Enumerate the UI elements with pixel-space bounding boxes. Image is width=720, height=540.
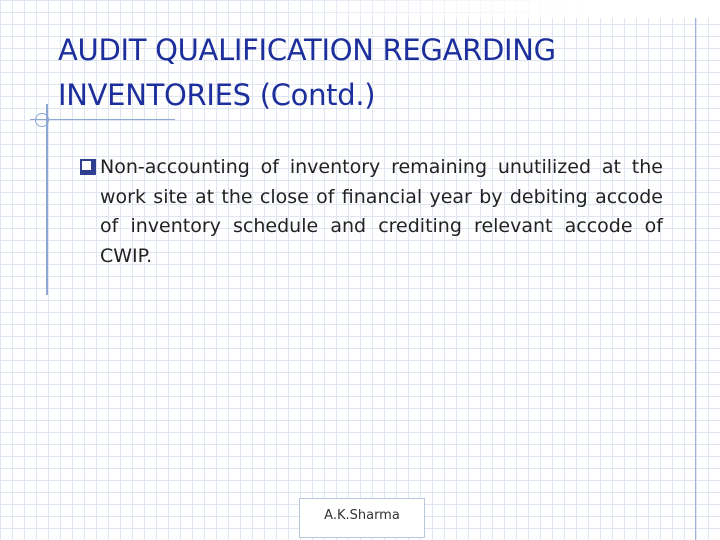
top-fade-decoration	[270, 0, 720, 18]
square-bullet-icon	[80, 159, 96, 175]
footer-author: A.K.Sharma	[324, 508, 400, 523]
left-rule-line	[46, 104, 48, 295]
right-rule-line	[695, 0, 696, 540]
title-underline	[30, 119, 175, 120]
bullet-text: Non-accounting of inventory remaining unutilized at the work site at the close of financial year by debiting accode of inventory schedule and crediting relevant accode of CWIP.	[100, 156, 663, 267]
crosshair-icon	[35, 113, 49, 127]
bullet-item	[80, 153, 663, 271]
slide-title: AUDIT QUALIFICATION REGARDING INVENTORIES (Contd.)	[58, 33, 556, 112]
